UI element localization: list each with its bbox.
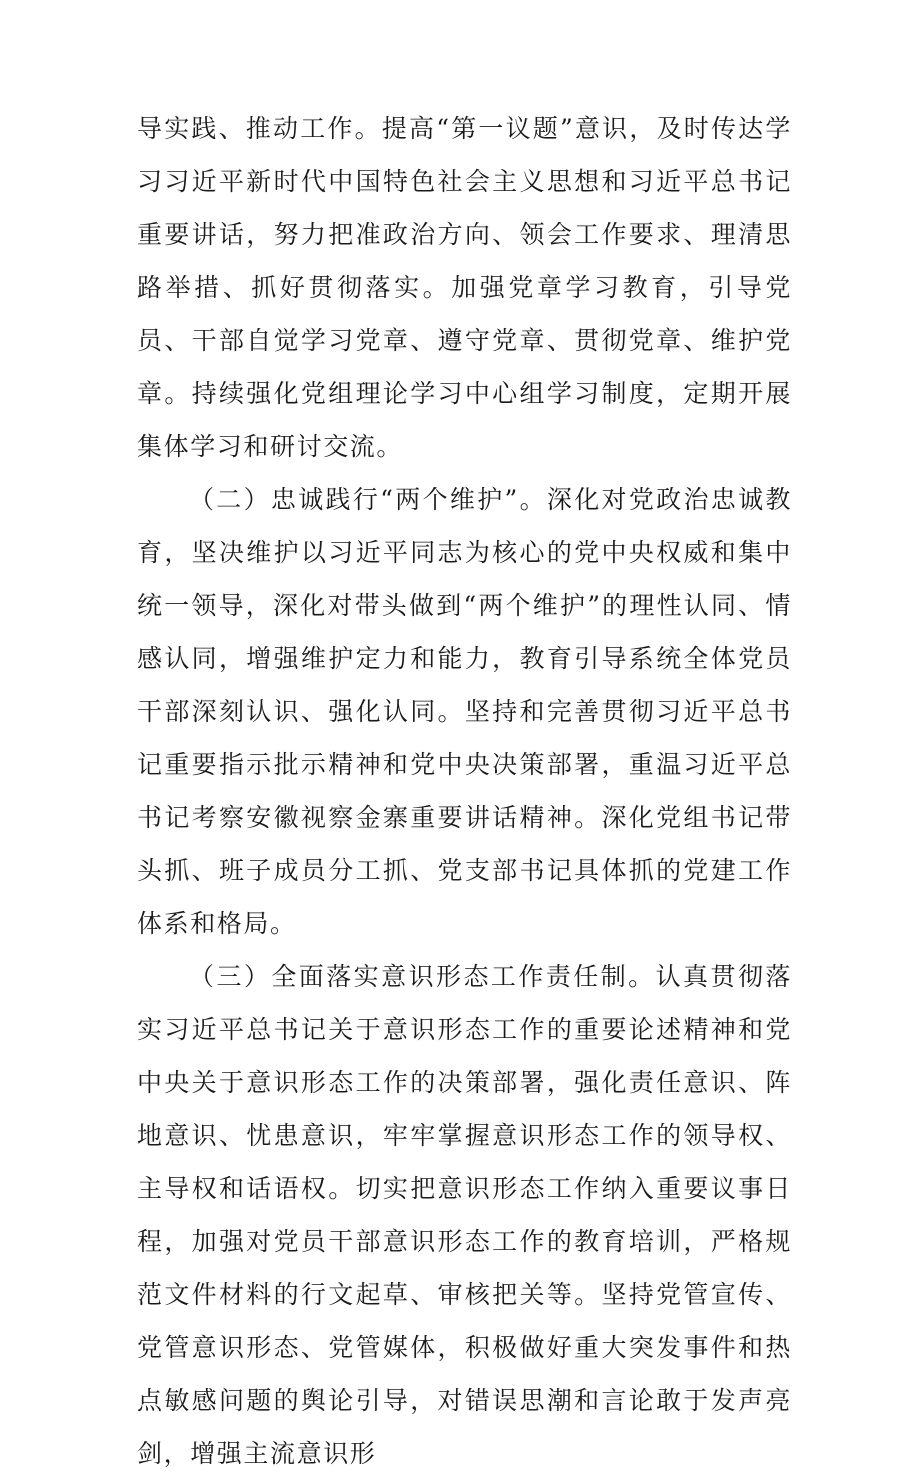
document-body bbox=[137, 102, 792, 1480]
paragraph-continuation: 导实践、推动工作。提高“第一议题”意识，及时传达学习习近平新时代中国特色社会主义思想和习近平总书记重要讲话，努力把准政治方向、领会工作要求、理清思路举措、抓好贯彻落实。加强党章学习教育，引导党员、干部自觉学习党章、遵守党章、贯彻党章、维护党章。持续强化党组理论学习中心组学习制度，定期开展集体学习和研讨交流。 bbox=[137, 114, 792, 461]
paragraph-section-two: （二）忠诚践行“两个维护”。深化对党政治忠诚教育，坚决维护以习近平同志为核心的党中央权威和集中统一领导，深化对带头做到“两个维护”的理性认同、情感认同，增强维护定力和能力，教育引导系统全体党员干部深刻认识、强化认同。坚持和完善贯彻习近平总书记重要指示批示精神和党中央决策部署，重温习近平总书记考察安徽视察金寨重要讲话精神。深化党组书记带头抓、班子成员分工抓、党支部书记具体抓的党建工作体系和格局。 bbox=[137, 485, 792, 938]
paragraph-section-three: （三）全面落实意识形态工作责任制。认真贯彻落实习近平总书记关于意识形态工作的重要论述精神和党中央关于意识形态工作的决策部署，强化责任意识、阵地意识、忧患意识，牢牢掌握意识形态工作的领导权、主导权和话语权。切实把意识形态工作纳入重要议事日程，加强对党员干部意识形态工作的教育培训，严格规范文件材料的行文起草、审核把关等。坚持党管宣传、党管意识形态、党管媒体，积极做好重大突发事件和热点敏感问题的舆论引导，对错误思潮和言论敢于发声亮剑，增强主流意识形 bbox=[137, 962, 792, 1468]
